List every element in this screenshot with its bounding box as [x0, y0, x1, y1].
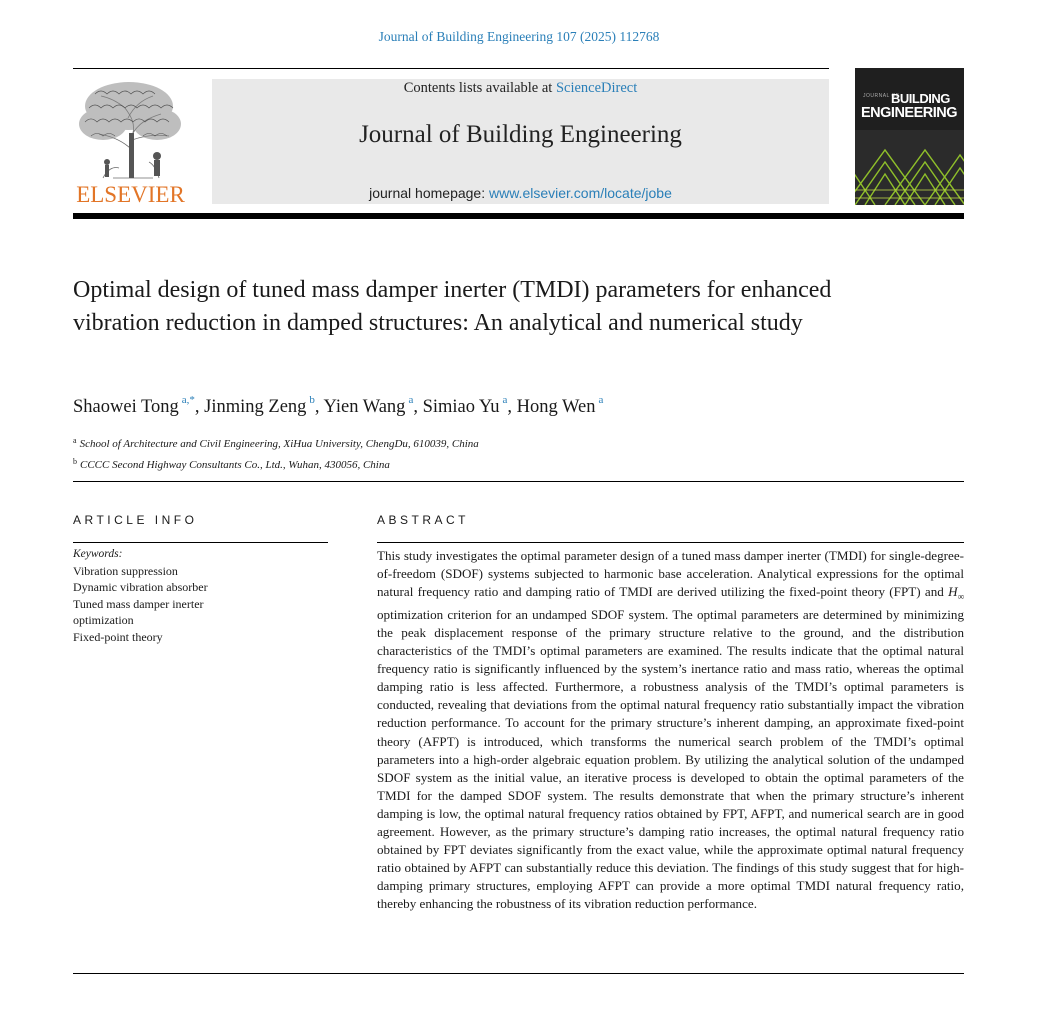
abstract-divider: [377, 542, 964, 543]
h-infinity-subscript: ∞: [957, 591, 964, 602]
keywords-list: [73, 563, 233, 645]
keyword-item: Tuned mass damper inerter: [73, 596, 204, 611]
contents-prefix: Contents lists available at: [403, 80, 556, 96]
elsevier-logo[interactable]: [73, 78, 188, 206]
journal-citation[interactable]: Journal of Building Engineering 107 (2025) 112768: [378, 29, 660, 44]
cover-title-line1: BUILDING: [891, 91, 950, 106]
keyword-item: Fixed-point theory: [73, 629, 163, 644]
header-top-rule: [73, 68, 829, 69]
header-bottom-rule: [73, 213, 964, 219]
sciencedirect-link[interactable]: ScienceDirect: [555, 80, 638, 96]
author-affiliation-mark[interactable]: a,*: [181, 394, 195, 406]
article-title: Optimal design of tuned mass damper inerter (TMDI) parameters for enhanced vibration reduction in damped structures: An analytical and numerical study: [73, 277, 832, 336]
affiliations-divider: [73, 481, 964, 482]
cover-title-line2: ENGINEERING: [861, 105, 958, 121]
affiliations: [73, 432, 963, 474]
affiliation-text: School of Architecture and Civil Engineering, XiHua University, ChengDu, 610039, China: [79, 438, 479, 450]
abstract-text-part1: This study investigates the optimal parameter design of a tuned mass damper inerter (TMDI) for single-degree-of-freedom (SDOF) systems subjected to harmonic base acceleration. Analytical expressions for the optimal natural frequency ratio and damping ratio of TMDI are derived utilizing the fixed-point theory (FPT) and: [377, 548, 964, 600]
author-name[interactable]: Yien Wang: [323, 397, 406, 417]
article-info-divider: [73, 542, 328, 543]
author-affiliation-mark[interactable]: a: [598, 394, 604, 406]
author-list: Shaowei Tong $^{a,*}$, Jinming Zeng $^b$, Yien Wang $^a$, Simiao Yu $^a$, Hong Wen $^a$: [73, 394, 604, 417]
cover-small-label: JOURNAL OF: [863, 93, 900, 99]
homepage-link[interactable]: www.elsevier.com/locate/jobe: [489, 185, 672, 201]
abstract-text-part2: optimization criterion for an undamped SDOF system. The optimal parameters are determined by minimizing the peak displacement response of the primary structure relative to the ground, and the distribution characteristics of the TMDI’s optimal parameters are examined. The results indicate that the optimal natural frequency ratio is significantly influenced by the system’s inertance ratio and mass ratio, whereas the optimal damping ratio is less affected. Furthermore, a robustness analysis of the TMDI’s optimal parameters is conducted, revealing that deviations from the optimal natural frequency ratio substantially impact the vibration reduction performance. To account for the primary structure’s inherent damping, an approximate fixed-point theory (AFPT) is introduced, which transforms the numerical search problem of the TMDI’s optimal parameters into a high-order algebraic equation problem. By utilizing the analytical solution of the undamped SDOF system as the initial value, an iterative process is developed to obtain the optimal parameters of the TMDI for the damped SDOF system. The results demonstrate that when the primary structure’s inherent damping is low, the optimal natural frequency ratios obtained by FPT, AFPT, and numerical search are in good agreement. However, as the primary structure’s damping ratio increases, the optimal natural frequency ratio obtained by FPT deviates significantly from the exact value, while the approximate optimal natural frequency ratio obtained by AFPT can substantially reduce this deviation. The findings of this study suggest that for high-damping primary structures, employing AFPT can provide a more optimal TMDI natural frequency ratio, thereby enhancing the robustness of its vibration reduction performance.: [377, 606, 964, 912]
cover-pattern-icon: [855, 130, 964, 205]
abstract-heading: ABSTRACT: [377, 513, 470, 527]
affiliation-mark: b: [73, 457, 77, 466]
author-name[interactable]: Hong Wen: [516, 397, 596, 417]
author-name[interactable]: Shaowei Tong: [73, 397, 179, 417]
author-affiliation-mark[interactable]: a: [502, 394, 508, 406]
abstract-bottom-rule: [73, 973, 964, 974]
keyword-item: Vibration suppression: [73, 564, 178, 578]
keywords-label: Keywords:: [73, 548, 123, 560]
affiliation-mark: a: [73, 436, 77, 445]
journal-title[interactable]: Journal of Building Engineering: [359, 121, 682, 148]
author-affiliation-mark[interactable]: b: [309, 394, 315, 406]
author-name[interactable]: Jinming Zeng: [204, 397, 307, 417]
homepage-prefix: journal homepage:: [369, 185, 489, 201]
keyword-item: optimization: [73, 613, 134, 628]
contents-line: [212, 80, 829, 97]
affiliation-text: CCCC Second Highway Consultants Co., Ltd., Wuhan, 430056, China: [80, 459, 390, 471]
journal-cover-thumbnail[interactable]: [855, 68, 964, 205]
affiliation-item: [73, 432, 963, 453]
author-name[interactable]: Simiao Yu: [422, 397, 500, 417]
abstract-body: [377, 547, 964, 913]
article-info-heading: ARTICLE INFO: [73, 513, 198, 527]
h-infinity-symbol: H: [948, 584, 958, 600]
affiliation-item: [73, 453, 963, 474]
keyword-item: Dynamic vibration absorber: [73, 580, 208, 595]
author-affiliation-mark[interactable]: a: [408, 394, 414, 406]
elsevier-tree-icon: [73, 78, 186, 182]
homepage-line: [212, 185, 829, 201]
elsevier-wordmark: ELSEVIER: [76, 182, 185, 207]
